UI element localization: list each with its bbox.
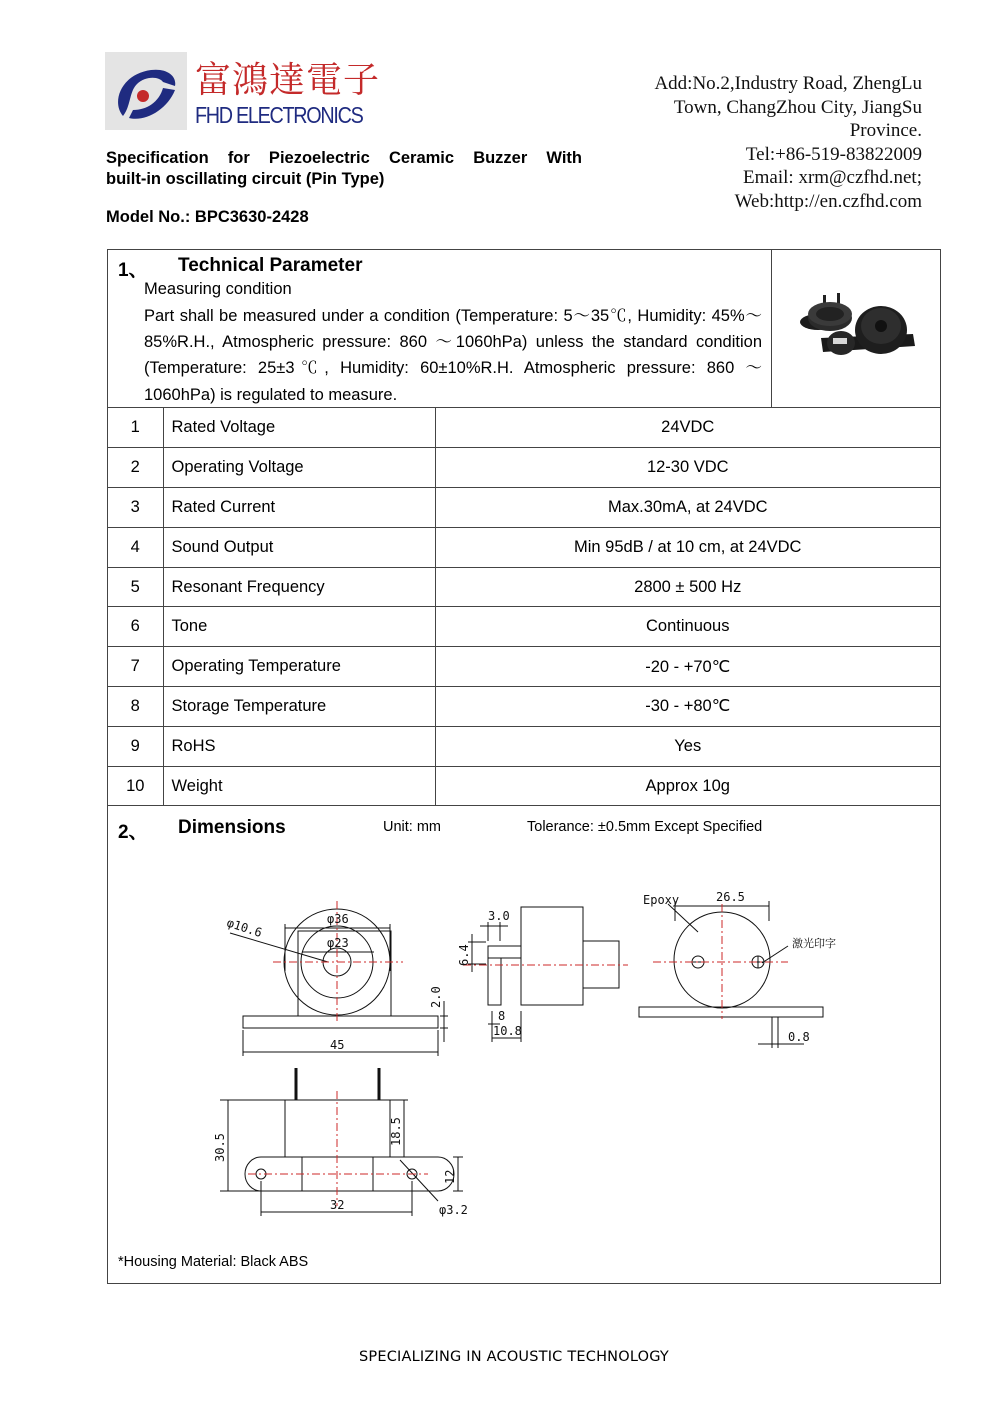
row-number: 1 bbox=[108, 408, 163, 448]
dim-h6-4: 6.4 bbox=[457, 944, 471, 966]
title-line-2: built-in oscillating circuit (Pin Type) bbox=[106, 169, 385, 188]
row-number: 4 bbox=[108, 527, 163, 567]
parameter-value: Min 95dB / at 10 cm, at 24VDC bbox=[435, 527, 940, 567]
dim-w45: 45 bbox=[330, 1038, 345, 1052]
unit-label: Unit: mm bbox=[383, 819, 441, 835]
row-number: 9 bbox=[108, 726, 163, 766]
parameter-name: Rated Voltage bbox=[163, 408, 435, 448]
dimension-drawing bbox=[108, 806, 940, 1284]
company-logo bbox=[105, 52, 381, 132]
footer-slogan: SPECIALIZING IN ACOUSTIC TECHNOLOGY bbox=[359, 1349, 669, 1365]
table-row bbox=[108, 687, 940, 727]
section-number: 1、 bbox=[118, 260, 148, 281]
parameter-table bbox=[108, 408, 940, 806]
parameter-value: 12-30 VDC bbox=[435, 448, 940, 488]
dim-w26-5: 26.5 bbox=[716, 890, 745, 904]
dim-t0-8: 0.8 bbox=[788, 1030, 810, 1044]
parameter-name: Sound Output bbox=[163, 527, 435, 567]
row-number: 7 bbox=[108, 647, 163, 687]
tolerance-label: Tolerance: ±0.5mm Except Specified bbox=[527, 819, 763, 835]
dim-d36: φ36 bbox=[327, 912, 349, 926]
tel-line: Tel:+86-519-83822009 bbox=[745, 143, 922, 165]
row-number: 2 bbox=[108, 448, 163, 488]
address-line: Town, ChangZhou City, JiangSu bbox=[673, 96, 922, 118]
row-number: 3 bbox=[108, 488, 163, 528]
parameter-name: Operating Temperature bbox=[163, 647, 435, 687]
parameter-value: 2800 ± 500 Hz bbox=[435, 567, 940, 607]
parameter-value: -30 - +80℃ bbox=[435, 687, 940, 727]
parameter-name: RoHS bbox=[163, 726, 435, 766]
measuring-condition-text: Part shall be measured under a condition (Temperature: 5～35℃, Humidity: 45%～85%R.H., Atmospheric pressure: 860 ～1060hPa) unless the standard condition (Temperature: 25±3℃, Humidity: 60±10%R.H. Atmospheric pressure: 860 ～1060hPa) is regulated to measure. bbox=[144, 307, 762, 404]
table-row bbox=[108, 527, 940, 567]
table-row bbox=[108, 408, 940, 448]
parameter-name: Resonant Frequency bbox=[163, 567, 435, 607]
dimensions-section bbox=[108, 806, 940, 1284]
parameter-name: Weight bbox=[163, 766, 435, 806]
document-title bbox=[106, 148, 582, 189]
parameter-value: Max.30mA, at 24VDC bbox=[435, 488, 940, 528]
section-number: 2、 bbox=[118, 822, 148, 843]
logo-mark-icon bbox=[105, 52, 187, 130]
parameter-value: Yes bbox=[435, 726, 940, 766]
logo-english-name: FHD ELECTRONICS bbox=[195, 102, 363, 128]
table-row bbox=[108, 726, 940, 766]
row-number: 5 bbox=[108, 567, 163, 607]
parameter-value: -20 - +70℃ bbox=[435, 647, 940, 687]
technical-parameter-section bbox=[108, 250, 940, 408]
dim-h30-5: 30.5 bbox=[213, 1133, 227, 1162]
address-line: Add:No.2,Industry Road, ZhengLu bbox=[654, 73, 922, 94]
parameter-name: Tone bbox=[163, 607, 435, 647]
dim-epoxy: Epoxy bbox=[643, 893, 680, 907]
dim-d10-6: φ10.6 bbox=[225, 915, 264, 941]
parameter-name: Operating Voltage bbox=[163, 448, 435, 488]
title-line-1: Specification for Piezoelectric Ceramic Buzzer With bbox=[106, 149, 582, 167]
table-row bbox=[108, 766, 940, 806]
email-line: Email: xrm@czfhd.net; bbox=[743, 167, 922, 189]
section-heading: Technical Parameter bbox=[178, 255, 363, 276]
section-heading: Dimensions bbox=[178, 817, 286, 838]
housing-material-note: *Housing Material: Black ABS bbox=[118, 1254, 309, 1270]
table-row bbox=[108, 567, 940, 607]
row-number: 6 bbox=[108, 607, 163, 647]
logo-chinese-name: 富鴻達電子 bbox=[195, 60, 381, 101]
company-address bbox=[622, 72, 922, 214]
address-line: Province. bbox=[849, 120, 922, 142]
table-row bbox=[108, 647, 940, 687]
model-number: Model No.: BPC3630-2428 bbox=[106, 208, 309, 226]
row-number: 8 bbox=[108, 687, 163, 727]
parameter-value: 24VDC bbox=[435, 408, 940, 448]
web-line: Web:http://en.czfhd.com bbox=[734, 190, 922, 212]
dim-b8: 8 bbox=[498, 1009, 506, 1023]
parameter-value: Continuous bbox=[435, 607, 940, 647]
dim-t3-0: 3.0 bbox=[488, 909, 510, 923]
table-row bbox=[108, 448, 940, 488]
dim-w12: 12 bbox=[443, 1169, 457, 1184]
measuring-condition-label: Measuring condition bbox=[144, 280, 292, 298]
parameter-name: Storage Temperature bbox=[163, 687, 435, 727]
parameter-name: Rated Current bbox=[163, 488, 435, 528]
parameter-value: Approx 10g bbox=[435, 766, 940, 806]
spec-frame bbox=[107, 249, 941, 1284]
dim-d3-2: φ3.2 bbox=[439, 1203, 468, 1217]
dim-laser-mark: 激光印字 bbox=[792, 937, 836, 950]
buzzer-photo bbox=[773, 250, 940, 407]
row-number: 10 bbox=[108, 766, 163, 806]
measuring-condition-block bbox=[108, 250, 772, 407]
dim-h2-0: 2.0 bbox=[429, 986, 443, 1008]
dim-h18-5: 18.5 bbox=[389, 1117, 403, 1146]
table-row bbox=[108, 488, 940, 528]
dim-d23: φ23 bbox=[327, 936, 349, 950]
table-row bbox=[108, 607, 940, 647]
dim-w10-8: 10.8 bbox=[493, 1024, 522, 1038]
dim-w32: 32 bbox=[330, 1198, 345, 1212]
